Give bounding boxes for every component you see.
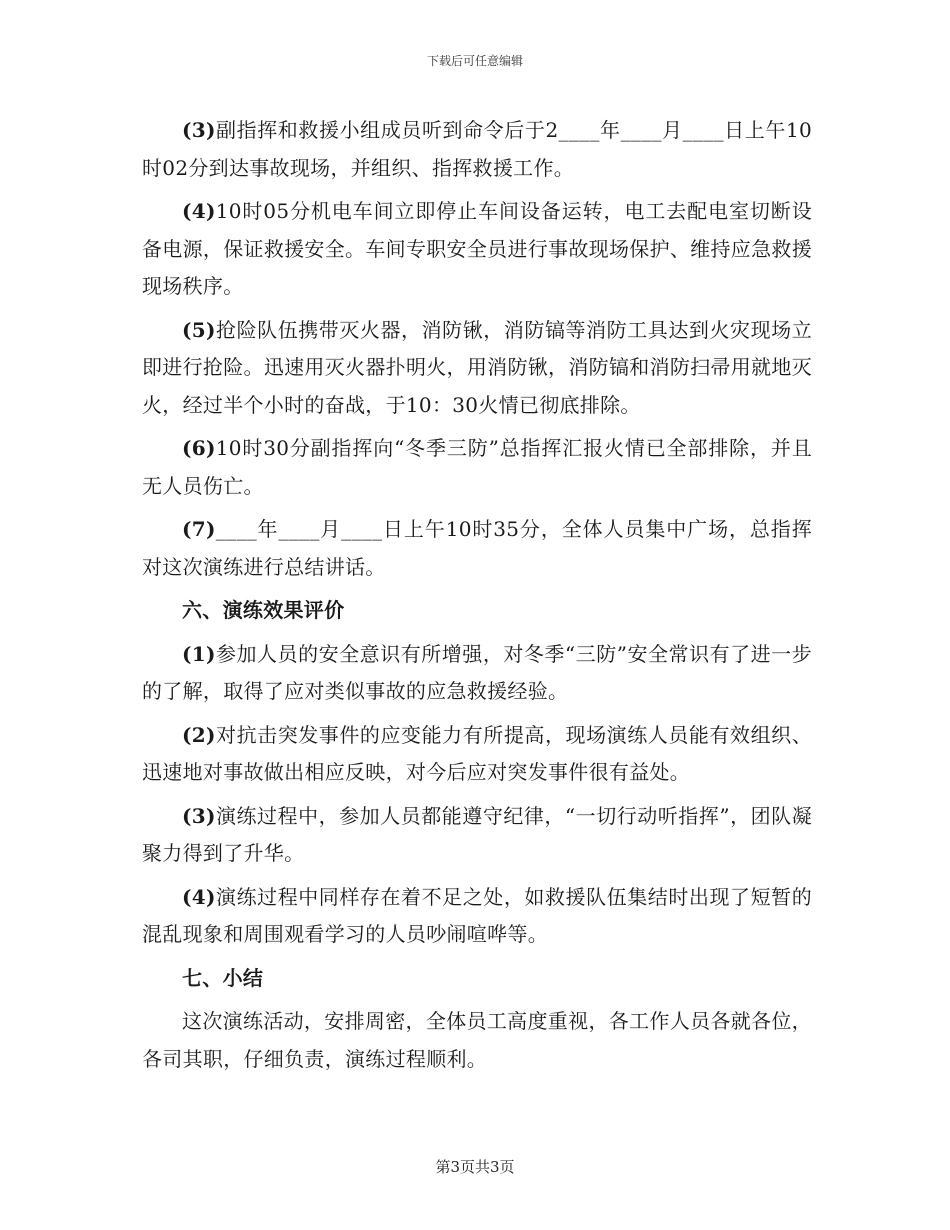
- item-number: (7): [182, 517, 216, 541]
- paragraph-item-4: [142, 193, 812, 306]
- paragraph-item-6: [142, 430, 812, 505]
- paragraph-text: 对抗击突发事件的应变能力有所提高，现场演练人员能有效组织、迅速地对事故做出相应反映，对今后应对突发事件很有益处。: [142, 722, 812, 784]
- document-body: [142, 112, 812, 1084]
- paragraph-text: ____年____月____日上午10时35分，全体人员集中广场，总指挥对这次演练进行总结讲话。: [142, 517, 812, 579]
- item-number: (1): [182, 641, 216, 666]
- paragraph-text: 10时30分副指挥向“冬季三防”总指挥汇报火情已全部排除，并且无人员伤亡。: [142, 436, 812, 498]
- evaluation-item-1: [142, 636, 812, 711]
- paragraph-text: 演练过程中同样存在着不足之处，如救援队伍集结时出现了短暂的混乱现象和周围观看学习的人员吵闹喧哗等。: [142, 884, 812, 946]
- item-number: (4): [182, 199, 216, 223]
- paragraph-item-7: [142, 511, 812, 586]
- evaluation-item-3: [142, 798, 812, 873]
- page-footer: 第3页共3页: [435, 1158, 515, 1176]
- evaluation-item-2: [142, 717, 812, 792]
- item-number: (6): [182, 436, 216, 460]
- item-number: (3): [182, 118, 216, 142]
- item-number: (4): [182, 884, 216, 909]
- summary-paragraph: 这次演练活动，安排周密，全体员工高度重视，各工作人员各就各位，各司其职，仔细负责，演练过程顺利。: [142, 1009, 812, 1071]
- section-heading-evaluation: 六、演练效果评价: [182, 598, 345, 622]
- paragraph-text: 副指挥和救援小组成员听到命令后于2____年____月____日上午10时02分到达事故现场，并组织、指挥救援工作。: [142, 118, 812, 180]
- paragraph-text: 参加人员的安全意识有所增强，对冬季“三防”安全常识有了进一步的了解，取得了应对类似事故的应急救援经验。: [142, 641, 812, 703]
- paragraph-item-5: [142, 312, 812, 425]
- paragraph-text: 10时05分机电车间立即停止车间设备运转，电工去配电室切断设备电源，保证救援安全。车间专职安全员进行事故现场保护、维持应急救援现场秩序。: [142, 199, 812, 298]
- page-header: 下载后可任意编辑: [426, 54, 523, 68]
- item-number: (3): [182, 803, 216, 828]
- evaluation-item-4: [142, 879, 812, 954]
- item-number: (5): [182, 317, 216, 342]
- paragraph-item-3: [142, 112, 812, 187]
- paragraph-text: 抢险队伍携带灭火器，消防锹，消防镐等消防工具达到火灾现场立即进行抢险。迅速用灭火器扑明火，用消防锹，消防镐和消防扫帚用就地灭火，经过半个小时的奋战，于10：30火情已彻底排除。: [142, 317, 812, 417]
- section-heading-summary: 七、小结: [182, 965, 264, 990]
- item-number: (2): [182, 722, 216, 747]
- paragraph-text: 演练过程中，参加人员都能遵守纪律，“一切行动听指挥”，团队凝聚力得到了升华。: [142, 803, 812, 865]
